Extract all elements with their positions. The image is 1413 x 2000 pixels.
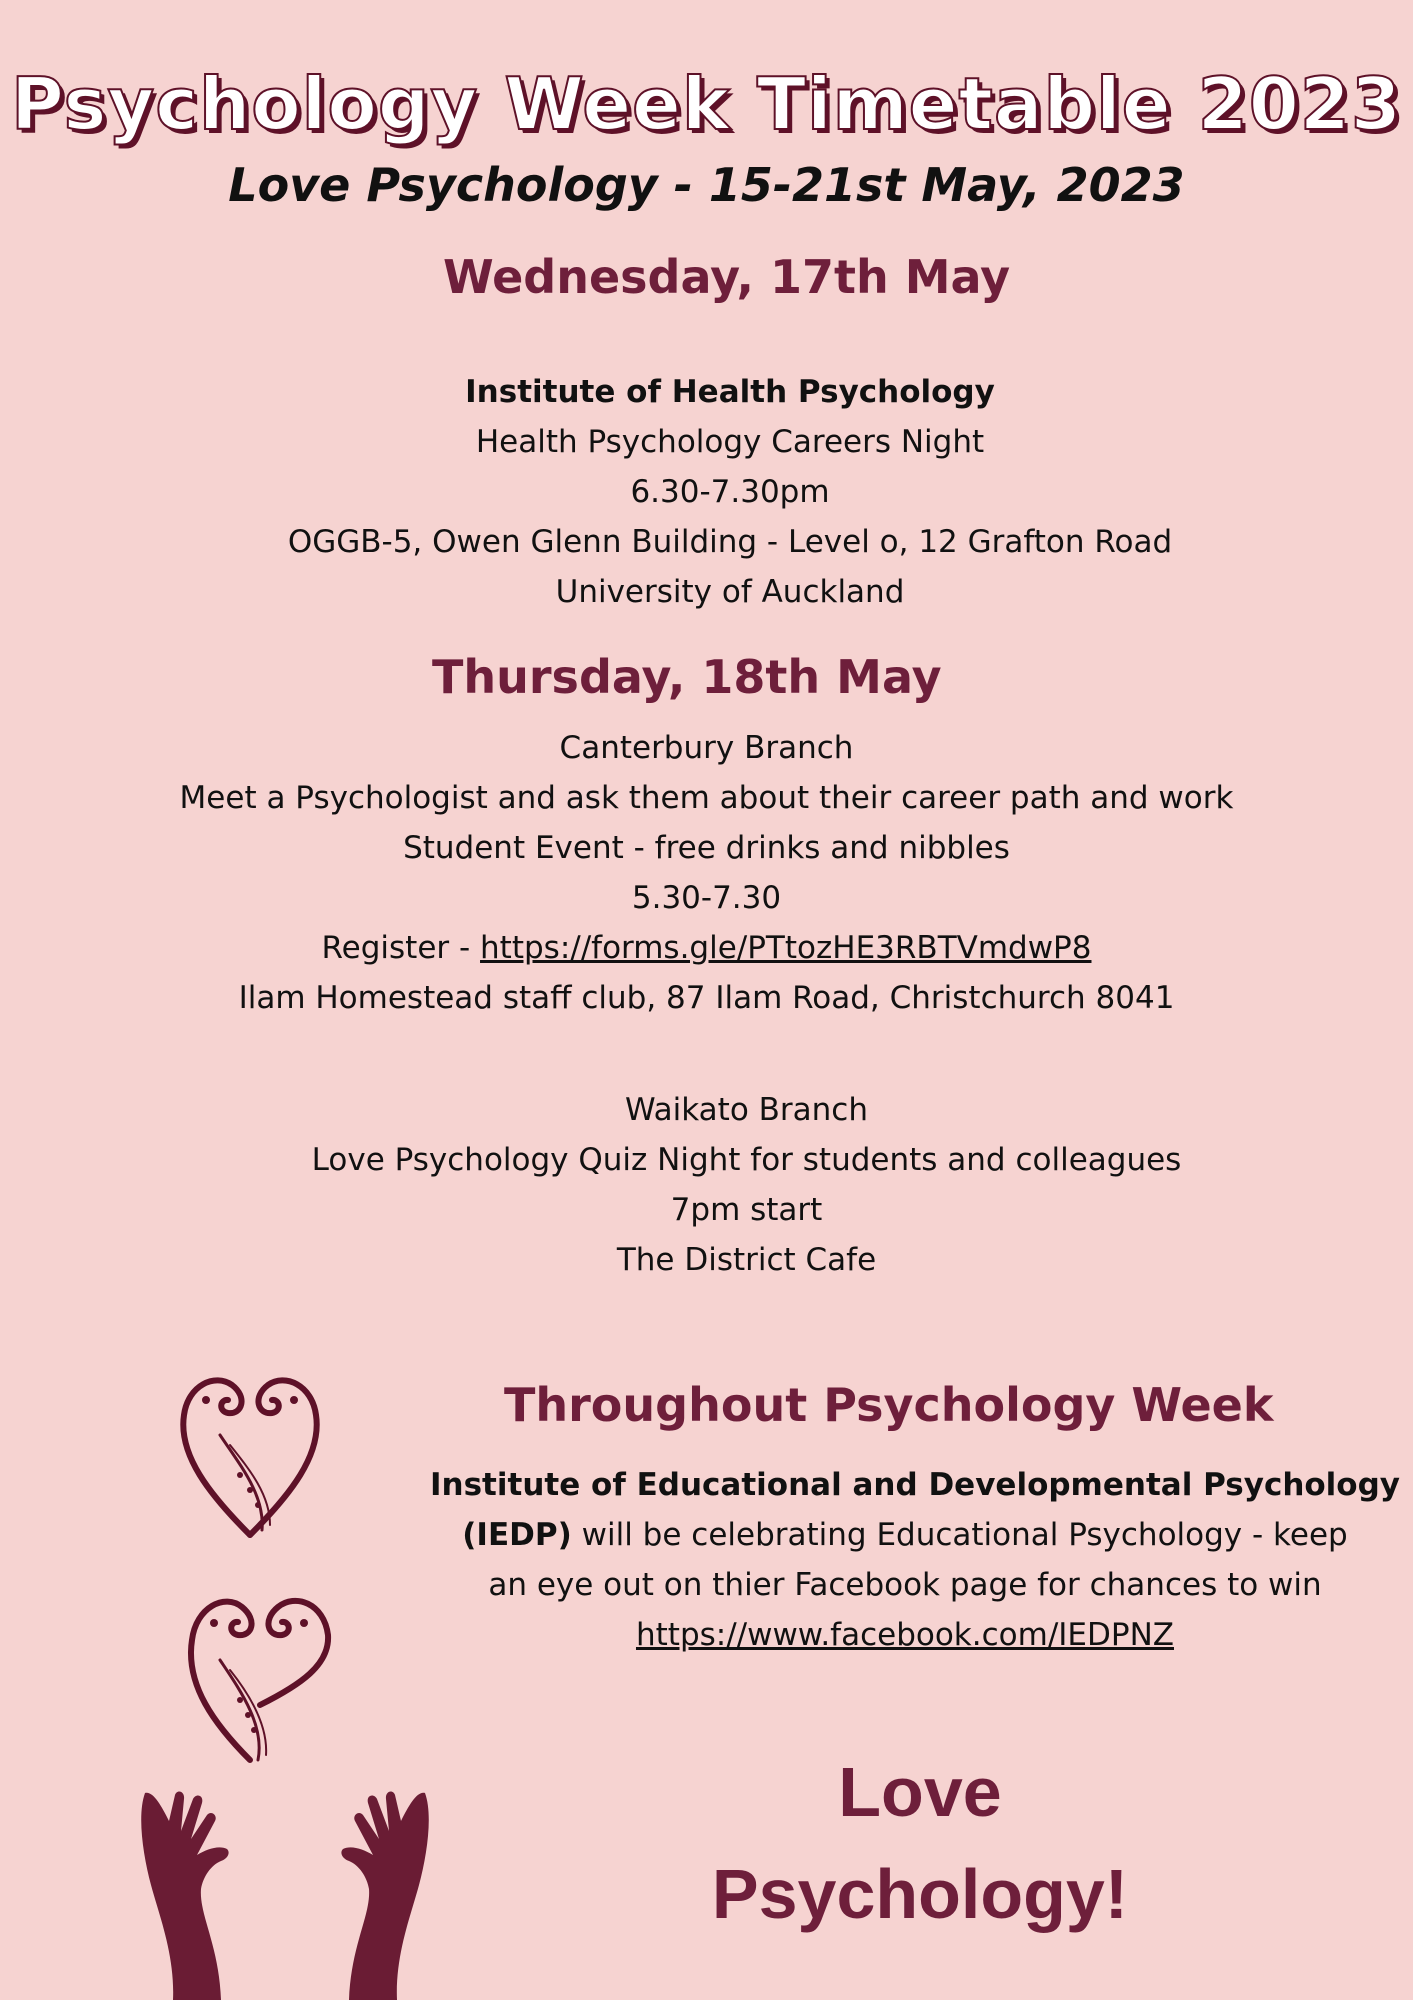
event-time: 5.30-7.30 xyxy=(631,880,782,916)
day-heading-wednesday: Wednesday, 17th May xyxy=(443,250,1011,304)
event-note: Student Event - free drinks and nibbles xyxy=(403,830,1010,866)
throughout-description xyxy=(430,1460,1401,1660)
event-description: Meet a Psychologist and ask them about their career path and work xyxy=(179,780,1234,816)
event-venue: University of Auckland xyxy=(555,574,905,610)
page-title: Psychology Week Timetable 2023 xyxy=(10,62,1402,146)
event-time: 7pm start xyxy=(670,1192,823,1228)
event-health-psychology xyxy=(0,367,1413,617)
register-label: Register - xyxy=(321,930,481,966)
iedp-name: Institute of Educational and Developmental Psychology xyxy=(430,1467,1401,1503)
slogan-line1: Love xyxy=(838,1753,1002,1831)
iedp-abbrev: (IEDP) xyxy=(462,1517,572,1553)
section-heading-throughout: Throughout Psychology Week xyxy=(504,1378,1274,1432)
slogan-line2: Psychology! xyxy=(711,1855,1129,1933)
event-org: Canterbury Branch xyxy=(559,730,854,766)
event-time: 6.30-7.30pm xyxy=(630,474,830,510)
day-heading-thursday: Thursday, 18th May xyxy=(432,650,942,704)
event-location: OGGB-5, Owen Glenn Building - Level o, 12 Grafton Road xyxy=(287,524,1173,560)
event-org: Institute of Health Psychology xyxy=(465,374,995,410)
event-name: Health Psychology Careers Night xyxy=(475,424,985,460)
open-hands-icon xyxy=(135,1785,435,2000)
event-waikato xyxy=(0,1085,1413,1285)
event-location: The District Cafe xyxy=(616,1242,877,1278)
page-subtitle: Love Psychology - 15-21st May, 2023 xyxy=(228,158,1185,212)
iedp-line3: an eye out on thier Facebook page for chances to win xyxy=(488,1567,1322,1603)
love-psychology-slogan xyxy=(640,1744,1200,1942)
koru-heart-icon xyxy=(180,1565,340,1765)
register-link[interactable]: https://forms.gle/PTtozHE3RBTVmdwP8 xyxy=(480,930,1092,966)
event-canterbury xyxy=(0,723,1413,1023)
event-org: Waikato Branch xyxy=(624,1092,868,1128)
event-description: Love Psychology Quiz Night for students and colleagues xyxy=(311,1142,1182,1178)
koru-heart-icon xyxy=(170,1345,330,1540)
iedp-line2 xyxy=(430,1510,1380,1560)
iedp-line2-text: will be celebrating Educational Psychology - keep xyxy=(571,1517,1348,1553)
event-register xyxy=(0,923,1413,973)
event-location: Ilam Homestead staff club, 87 Ilam Road, Christchurch 8041 xyxy=(238,980,1175,1016)
facebook-link[interactable]: https://www.facebook.com/IEDPNZ xyxy=(635,1617,1174,1653)
